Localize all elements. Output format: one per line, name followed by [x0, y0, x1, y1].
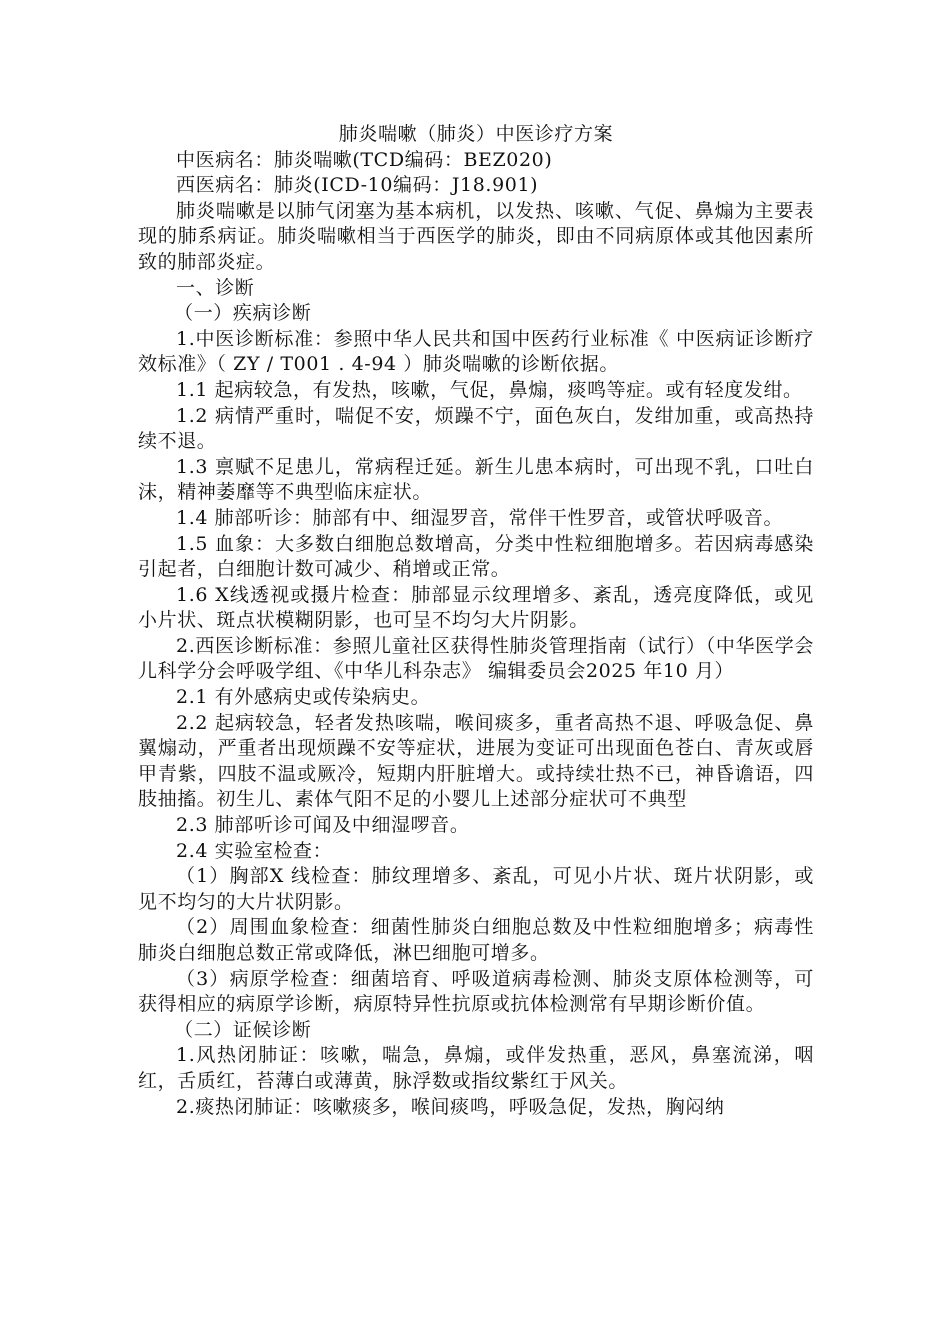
tcm-disease-name: 中医病名：肺炎喘嗽(TCD编码：BEZ020) [176, 148, 553, 171]
intro-paragraph: 肺炎喘嗽是以肺气闭塞为基本病机，以发热、咳嗽、气促、鼻煽为主要表现的肺系病证。肺炎喘嗽相当于西医学的肺炎，即由不同病原体或其他因素所致的肺部炎症。 [138, 199, 814, 273]
paragraph-tcm-criteria: 1.中医诊断标准：参照中华人民共和国中医药行业标准《 中医病证诊断疗效标准》（ ZY / T001 . 4-94 ）肺炎喘嗽的诊断依据。 [138, 327, 814, 376]
paragraph-syndrome-1: 1.风热闭肺证：咳嗽，喘急，鼻煽，或伴发热重，恶风，鼻塞流涕，咽红，舌质红，苔薄白或薄黄，脉浮数或指纹紫红于风关。 [138, 1044, 814, 1092]
paragraph-lab-2: （2）周围血象检查：细菌性肺炎白细胞总数及中性粒细胞增多；病毒性肺炎白细胞总数正常或降低，淋巴细胞可增多。 [138, 916, 814, 964]
paragraph-syndrome-2: 2.痰热闭肺证：咳嗽痰多，喉间痰鸣，呼吸急促，发热，胸闷纳 [176, 1095, 725, 1118]
western-disease-name: 西医病名：肺炎(ICD-10编码：J18.901) [176, 174, 539, 197]
paragraph-lab-3: （3）病原学检查：细菌培育、呼吸道病毒检测、肺炎支原体检测等，可获得相应的病原学诊断，病原特异性抗原或抗体检测常有早期诊断价值。 [138, 967, 814, 1016]
paragraph-2-1: 2.1 有外感病史或传染病史。 [176, 686, 431, 709]
paragraph-1-5: 1.5 血象：大多数白细胞总数增高，分类中性粒细胞增多。若因病毒感染引起者，白细胞计数可减少、稍增或正常。 [138, 532, 814, 581]
paragraph-1-3: 1.3 禀赋不足患儿，常病程迁延。新生儿患本病时，可出现不乳，口吐白沫，精神萎靡等不典型临床症状。 [138, 455, 814, 504]
document-body [138, 122, 814, 1120]
section-heading-diagnosis: 一、诊断 [176, 276, 255, 299]
paragraph-2-2: 2.2 起病较急，轻者发热咳喘，喉间痰多，重者高热不退、呼吸急促、鼻翼煽动，严重者出现烦躁不安等症状，进展为变证可出现面色苍白、青灰或唇甲青紫，四肢不温或厥冷，短期内肝脏增大。或持续壮热不已，神昏谵语，四肢抽搐。初生儿、素体气阳不足的小婴儿上述部分症状可不典型 [138, 711, 814, 811]
subsection-heading-disease-diagnosis: （一）疾病诊断 [174, 302, 312, 325]
paragraph-1-4: 1.4 肺部听诊：肺部有中、细湿罗音，常伴干性罗音，或管状呼吸音。 [176, 506, 784, 529]
paragraph-1-6: 1.6 X线透视或摄片检查：肺部显示纹理增多、紊乱，透亮度降低，或见小片状、斑点状模糊阴影，也可呈不均匀大片阴影。 [138, 583, 814, 632]
paragraph-2-4: 2.4 实验室检查： [176, 839, 333, 862]
paragraph-lab-1: （1）胸部X 线检查：肺纹理增多、紊乱，可见小片状、斑片状阴影，或见不均匀的大片状阴影。 [138, 865, 814, 913]
subsection-heading-syndrome-diagnosis: （二）证候诊断 [174, 1018, 312, 1041]
paragraph-1-2: 1.2 病情严重时，喘促不安，烦躁不宁，面色灰白，发绀加重，或高热持续不退。 [138, 404, 814, 453]
paragraph-1-1: 1.1 起病较急，有发热，咳嗽，气促，鼻煽，痰鸣等症。或有轻度发绀。 [176, 378, 803, 401]
document-title: 肺炎喘嗽（肺炎）中医诊疗方案 [338, 123, 614, 145]
paragraph-2-3: 2.3 肺部听诊可闻及中细湿啰音。 [176, 814, 470, 837]
paragraph-western-criteria: 2.西医诊断标准：参照儿童社区获得性肺炎管理指南（试行）（中华医学会儿科学分会呼吸学组、《中华儿科杂志》 编辑委员会2025 年10 月） [138, 634, 814, 683]
